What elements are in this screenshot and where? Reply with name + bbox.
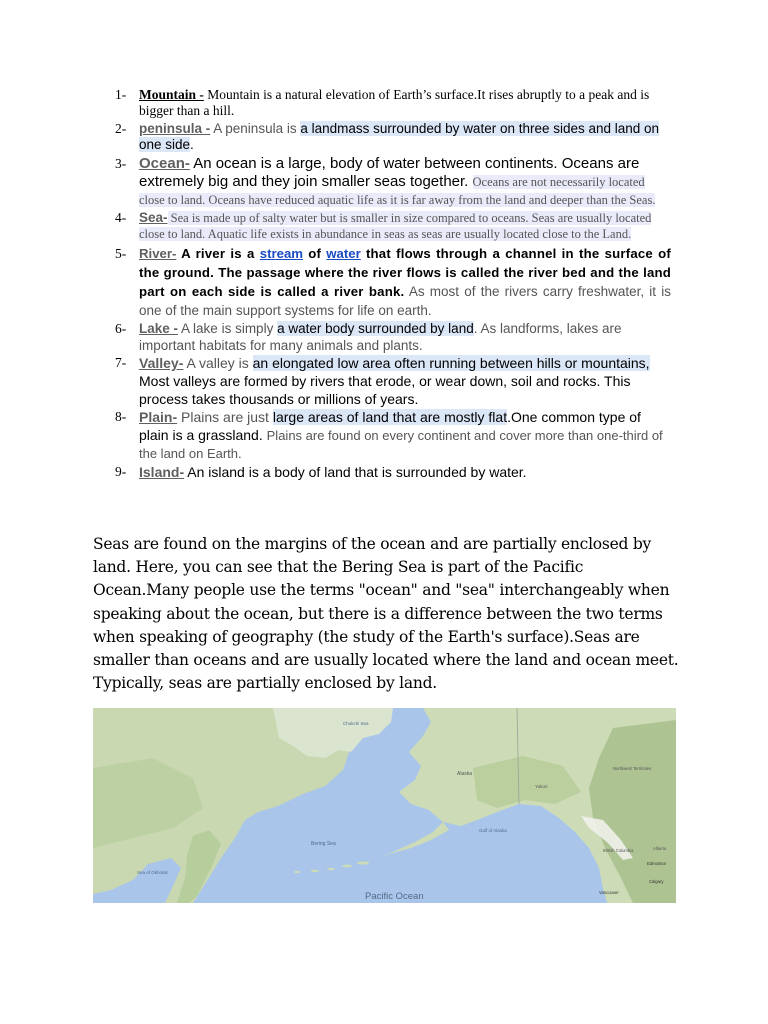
link-stream[interactable]: stream <box>259 246 304 261</box>
definition-peninsula-highlight: a landmass surrounded by water on three sides and land on one side <box>139 121 660 152</box>
list-item-mountain <box>115 87 671 119</box>
list-item-sea <box>115 210 671 242</box>
list-item-lake <box>115 320 671 354</box>
body-paragraph: Seas are found on the margins of the ocean and are partially enclosed by land. Here, you can see that the Bering Sea is part of the Pacific Ocean.Many people use the terms "ocean" and "sea" interchangeably when speaking about the ocean, but there is a difference between the two terms when speaking of geography (the study of the Earth's surface).Seas are smaller than oceans and are usually located where the land and ocean meet. Typically, seas are partially enclosed by land. <box>93 535 679 693</box>
definition-ocean-a: An ocean is a large, body of water between continents. Oceans are extremely big and they join smaller seas together. <box>139 155 640 190</box>
item-number: 3- <box>115 156 127 171</box>
definition-lake-highlight: a water body surrounded by land <box>277 321 474 336</box>
term-mountain: Mountain - <box>139 87 204 102</box>
map-label-bering: Bering Sea <box>311 841 336 847</box>
definition-valley-a: A valley is <box>183 355 253 371</box>
definition-ocean-small: Oceans are not necessarily located close to land. Oceans have reduced aquatic life as it is far away from the land and deeper than the Seas. <box>139 175 656 207</box>
item-number: 7- <box>115 355 127 370</box>
map-label-alaska-gulf: Gulf of Alaska <box>479 828 507 833</box>
definition-plain-highlight: large areas of land that are mostly flat <box>272 409 508 425</box>
map-label-okhotsk: Sea of Okhotsk <box>137 870 168 875</box>
term-plain: Plain- <box>139 409 178 425</box>
definition-peninsula-a: A peninsula is <box>210 121 301 136</box>
item-number: 1- <box>115 87 127 102</box>
term-lake: Lake - <box>139 321 179 336</box>
map-label-yukon: Yukon <box>535 784 548 789</box>
item-number: 8- <box>115 409 127 424</box>
definition-lake-b: . As landforms, lakes are important habitats for many animals and plants. <box>139 321 622 353</box>
definition-valley-highlight: an elongated low area often running between hills or mountains, <box>252 355 650 371</box>
map-label-alberta: Alberta <box>653 846 667 851</box>
definition-river-2: of <box>303 246 327 261</box>
list-item-river <box>115 244 671 320</box>
definition-plain-small: Plains are found on every continent and cover more than one-third of the land on Earth. <box>139 428 663 461</box>
definition-lake-a: A lake is simply <box>178 321 278 336</box>
definition-mountain: Mountain is a natural elevation of Earth’s surface.It rises abruptly to a peak and is bigger than a hill. <box>139 87 650 118</box>
list-item-ocean <box>115 155 671 209</box>
map-label-calgary: Calgary <box>649 879 664 884</box>
term-river: River- <box>139 246 177 261</box>
definition-plain-b: .One common type of plain is a grassland. <box>139 409 641 443</box>
map-label-chukchi: Chukchi Sea <box>343 721 369 726</box>
map-label-edmonton: Edmonton <box>647 861 667 866</box>
link-water[interactable]: water <box>326 246 361 261</box>
map-label-vancouver: Vancouver <box>599 890 619 895</box>
item-number: 6- <box>115 321 127 336</box>
list-item-island <box>115 462 671 482</box>
definition-river-1: A river is a <box>176 246 260 261</box>
definition-valley-b: Most valleys are formed by rivers that erode, or wear down, soil and rocks. This process takes thousands or millions of years. <box>139 373 631 407</box>
definition-sea: Sea is made up of salty water but is smaller in size compared to oceans. Seas are usually located close to land. Aquatic life exists in abundance in seas as seas are usually located close to the Land. <box>139 211 652 241</box>
definition-island: An island is a body of land that is surrounded by water. <box>184 464 527 480</box>
definition-plain-a: Plains are just <box>177 409 273 425</box>
map-label-bc: British Columbia <box>603 848 634 853</box>
item-number: 5- <box>115 246 127 261</box>
bering-sea-map <box>93 708 676 903</box>
term-island: Island- <box>139 464 185 480</box>
map-graphic <box>93 708 676 903</box>
term-valley: Valley- <box>139 355 184 371</box>
term-peninsula: peninsula - <box>139 121 211 136</box>
map-label-pacific: Pacific Ocean <box>365 891 424 902</box>
term-sea: Sea- <box>139 210 168 225</box>
list-item-plain <box>115 408 671 462</box>
landform-list <box>115 87 671 482</box>
map-label-alaska: Alaska <box>457 771 473 777</box>
item-number: 2- <box>115 121 127 136</box>
list-item-peninsula <box>115 121 671 153</box>
map-label-nwt: Northwest Territories <box>613 766 652 771</box>
item-number: 4- <box>115 210 127 225</box>
term-ocean: Ocean- <box>139 155 190 172</box>
definition-river-tail: As most of the rivers carry freshwater, it is one of the main support systems for life on earth. <box>139 284 671 318</box>
list-item-valley <box>115 354 671 408</box>
item-number: 9- <box>115 464 127 479</box>
definition-river-3: that flows through a channel in the surface of the ground. The passage where the river flows is called the river bed and the land part on each side is called a river bank. <box>139 246 671 299</box>
definition-peninsula-b: . <box>190 137 194 152</box>
